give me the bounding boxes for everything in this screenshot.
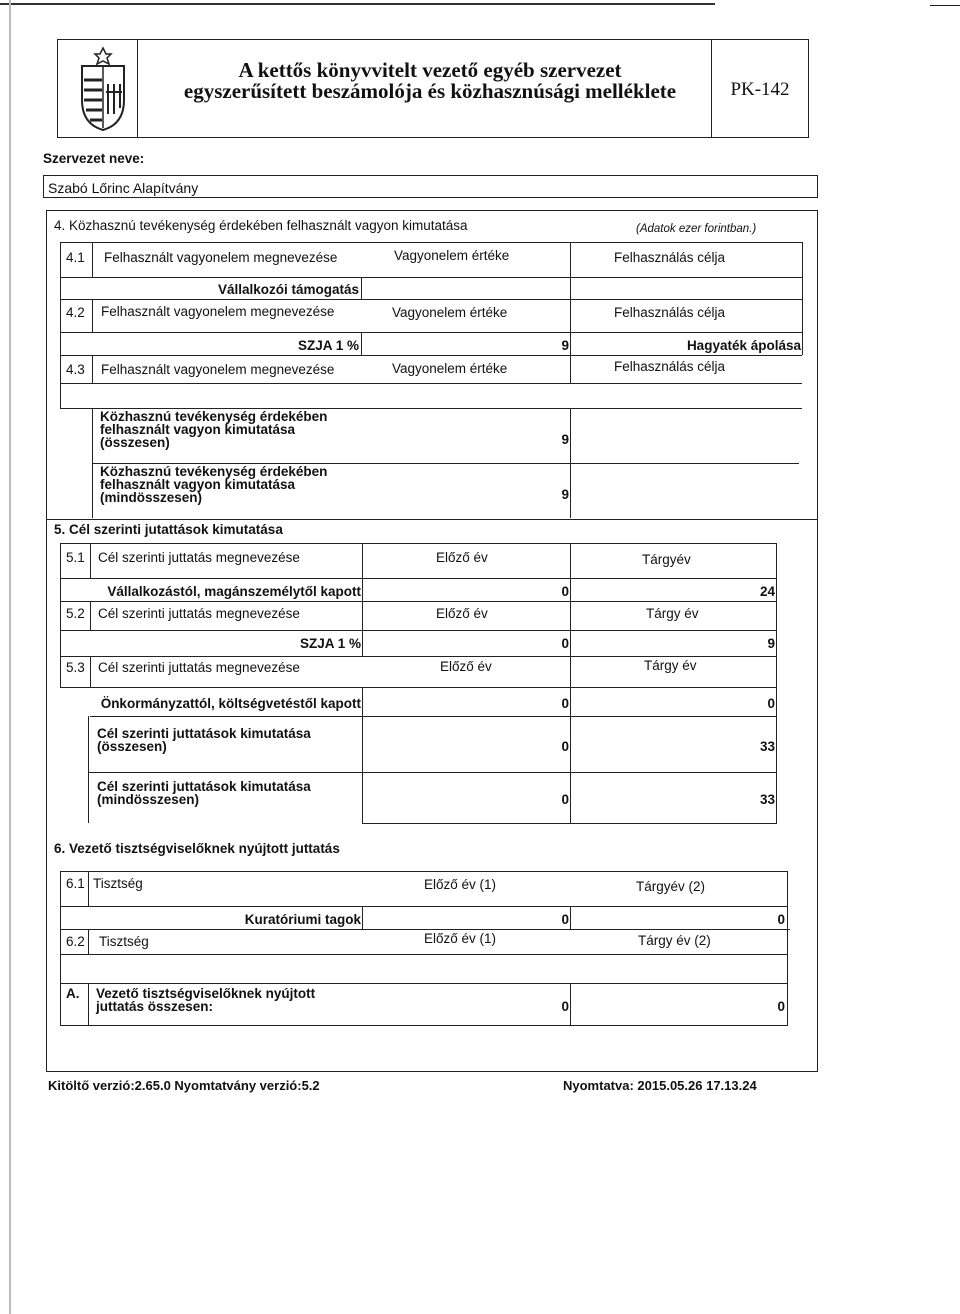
- row43-num: 4.3: [66, 362, 85, 377]
- page-top-edge-right: [930, 5, 960, 6]
- footer-version: Kitöltő verzió:2.65.0 Nyomtatvány verzió:5.2: [48, 1078, 320, 1093]
- row51-top: [60, 543, 777, 544]
- row51-left: [60, 543, 61, 601]
- row51-name: Vállalkozástól, magánszemélytől kapott: [107, 584, 361, 599]
- s5-total-prev: 0: [561, 739, 569, 754]
- s5-total-curr: 33: [759, 739, 775, 754]
- row62-left: [60, 929, 61, 1025]
- row42-num: 4.2: [66, 305, 85, 320]
- row43-left: [60, 355, 61, 408]
- row51-bottom: [60, 601, 777, 602]
- form-code: PK-142: [730, 79, 790, 100]
- row62-name-header: Tisztség: [99, 934, 149, 949]
- row52-num: 5.2: [66, 606, 85, 621]
- row61-mid: [60, 906, 788, 907]
- s5-total-left: [88, 716, 89, 823]
- row41-num-div: [92, 242, 93, 277]
- row52-name-header: Cél szerinti juttatás megnevezése: [98, 606, 300, 621]
- row62-mid: [60, 954, 788, 955]
- row43-purpose-header: Felhasználás célja: [614, 359, 726, 374]
- row42-value-header: Vagyonelem értéke: [392, 305, 508, 320]
- row61-right: [787, 871, 788, 929]
- s4-grand-total-label: Közhasznú tevékenység érdekében felhasznált vagyon kimutatása (mindösszesen): [100, 464, 328, 505]
- row62-num-div: [88, 929, 89, 954]
- row41-left: [60, 242, 61, 299]
- row61-bottom: [60, 929, 790, 930]
- row51-num: 5.1: [66, 550, 85, 565]
- coat-of-arms-icon: [76, 44, 130, 132]
- footer-printed: Nyomtatva: 2015.05.26 17.13.24: [563, 1078, 757, 1093]
- row51-name-header: Cél szerinti juttatás megnevezése: [98, 550, 300, 565]
- row52-bottom: [60, 656, 777, 657]
- row51-num-div: [90, 543, 91, 578]
- row61-curr: 0: [777, 912, 785, 927]
- row51-curr: 24: [759, 584, 775, 599]
- row61-num-div: [88, 871, 89, 906]
- row42-right: [802, 299, 803, 355]
- row61-top: [60, 871, 788, 872]
- row61-curr-header: Tárgyév (2): [636, 879, 706, 894]
- frame-right: [817, 520, 818, 1072]
- org-name-label: Szervezet neve:: [43, 151, 145, 166]
- section4-title: 4. Közhasznú tevékenység érdekében felhasznált vagyon kimutatása: [54, 218, 468, 233]
- row52-left: [60, 601, 61, 656]
- s5-total-sep: [88, 772, 777, 773]
- row41-purpose-header: Felhasználás célja: [614, 250, 726, 265]
- row52-curr-header: Tárgy év: [646, 606, 699, 621]
- row62-num: 6.2: [66, 934, 85, 949]
- row53-num-div: [90, 656, 91, 687]
- row51-right: [776, 543, 777, 601]
- row53-curr: 0: [767, 696, 775, 711]
- s4-total-value: 9: [561, 432, 569, 447]
- row53-prev-header: Előző év: [440, 659, 492, 674]
- row43-num-div: [92, 355, 93, 383]
- row51-mid: [60, 578, 777, 579]
- row61-prev: 0: [561, 912, 569, 927]
- page-top-edge: [0, 3, 715, 5]
- s4-total-label: Közhasznú tevékenység érdekében felhasznált vagyon kimutatása (összesen): [100, 409, 328, 450]
- row41-name: Vállalkozói támogatás: [217, 282, 359, 297]
- org-name-value: Szabó Lőrinc Alapítvány: [48, 180, 199, 196]
- row52-curr: 9: [767, 636, 775, 651]
- s6-total-num: A.: [66, 986, 80, 1001]
- row62-prev-header: Előző év (1): [424, 931, 497, 946]
- row62-curr-header: Tárgy év (2): [638, 933, 711, 948]
- row42-name-header: Felhasznált vagyonelem megnevezése: [101, 304, 335, 319]
- row41-name-header: Felhasznált vagyonelem megnevezése: [104, 250, 338, 265]
- row41-mid: [60, 277, 802, 278]
- row53-name: Önkormányzattól, költségvetéstől kapott: [100, 696, 361, 711]
- row52-prev-header: Előző év: [436, 606, 488, 621]
- row52-prev: 0: [561, 636, 569, 651]
- row51-curr-header: Tárgyév: [642, 552, 691, 567]
- row41-name-div: [361, 277, 362, 299]
- row52-mid: [60, 630, 777, 631]
- row53-mid: [60, 687, 777, 688]
- row62-bottom: [60, 983, 788, 984]
- s6-total-curr: 0: [777, 999, 785, 1014]
- s6-total-bottom: [60, 1025, 788, 1026]
- row52-num-div: [90, 601, 91, 630]
- row53-name-header: Cél szerinti juttatás megnevezése: [98, 660, 300, 675]
- header-divider-left: [137, 39, 138, 138]
- s6-total-prev: 0: [561, 999, 569, 1014]
- row41-top: [60, 242, 802, 243]
- row62-right: [787, 929, 788, 1025]
- row41-bottom: [60, 299, 802, 300]
- row42-name: SZJA 1 %: [297, 338, 359, 353]
- section4-units-note: (Adatok ezer forintban.): [636, 223, 757, 235]
- row42-purpose: Hagyaték ápolása: [686, 338, 801, 353]
- header-title-line1: A kettős könyvvitelt vezető egyéb szervezet: [238, 58, 622, 82]
- row41-value-div: [570, 242, 571, 299]
- header-title-line2: egyszerűsített beszámolója és közhasznúsági melléklete: [183, 79, 677, 103]
- row51-prev-header: Előző év: [436, 550, 488, 565]
- row42-mid: [60, 332, 802, 333]
- row41-right: [802, 242, 803, 299]
- row42-left: [60, 299, 61, 355]
- s5-grand-total-label: Cél szerinti juttatások kimutatása (mindösszesen): [97, 779, 311, 807]
- s6-total-label: Vezető tisztségviselőknek nyújtott juttatás összesen:: [96, 986, 316, 1014]
- section6-title: 6. Vezető tisztségviselőknek nyújtott juttatás: [54, 841, 340, 856]
- row53-prev: 0: [561, 696, 569, 711]
- page-left-edge: [9, 0, 11, 1314]
- row41-value-header: Vagyonelem értéke: [394, 248, 510, 263]
- row51-prev: 0: [561, 584, 569, 599]
- row43-value-header: Vagyonelem értéke: [392, 361, 508, 376]
- row61-name: Kuratóriumi tagok: [244, 912, 361, 927]
- row52-right: [776, 601, 777, 656]
- row42-bottom: [60, 355, 802, 356]
- row53-curr-header: Tárgy év: [644, 658, 697, 673]
- s5-grand-total-curr: 33: [759, 792, 775, 807]
- row52-name: SZJA 1 %: [299, 636, 361, 651]
- row43-mid: [60, 383, 802, 384]
- s5-grand-total-prev: 0: [561, 792, 569, 807]
- s4-grand-total-value: 9: [561, 487, 569, 502]
- section5-title: 5. Cél szerinti jutattások kimutatása: [54, 522, 283, 537]
- frame-left: [46, 520, 47, 1072]
- row41-num: 4.1: [66, 250, 85, 265]
- row43-name-header: Felhasznált vagyonelem megnevezése: [101, 362, 335, 377]
- row53-right: [776, 656, 777, 823]
- row42-value: 9: [561, 338, 569, 353]
- row61-left: [60, 871, 61, 929]
- s5-total-label: Cél szerinti juttatások kimutatása (összesen): [97, 726, 311, 754]
- row53-bottom: [90, 716, 777, 717]
- row61-prev-header: Előző év (1): [424, 877, 497, 892]
- s6-total-num-div: [88, 983, 89, 1025]
- row53-num: 5.3: [66, 660, 85, 675]
- row53-left: [60, 656, 61, 687]
- row42-num-div: [92, 299, 93, 332]
- s5-total-bottom: [362, 823, 777, 824]
- row61-name-header: Tisztség: [93, 876, 143, 891]
- frame-bottom: [46, 1071, 817, 1072]
- row43-value-div: [570, 355, 571, 383]
- row42-purpose-header: Felhasználás célja: [614, 305, 726, 320]
- row61-num: 6.1: [66, 876, 85, 891]
